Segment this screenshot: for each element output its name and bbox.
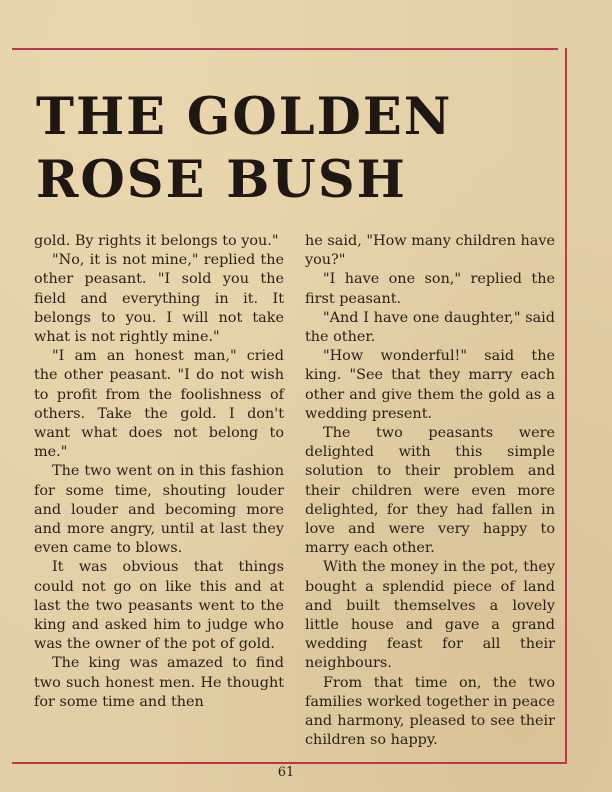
paragraph: "No, it is not mine," replied the other peasant. "I sold you the field and everything in it. It belongs to you. I will not take what is not rightly mine.": [34, 252, 284, 346]
paragraph: "How wonderful!" said the king. "See that they marry each other and give them the gold as a wedding present.: [305, 348, 555, 422]
paragraph: "I have one son," replied the first peasant.: [305, 271, 555, 307]
red-border-top: [12, 48, 558, 50]
paragraph: "And I have one daughter," said the other.: [305, 309, 555, 346]
paragraph: The two went on in this fashion for some time, shouting louder and louder and becoming more and more angry, until at last they even came to blows.: [34, 463, 284, 557]
paragraph: The king was amazed to find two such honest men. He thought for some time and then: [34, 655, 284, 710]
story-title-line-1: THE GOLDEN: [36, 87, 453, 147]
right-text-column: [305, 232, 555, 750]
paragraph: he said, "How many children have you?": [305, 233, 555, 269]
red-border-bottom: [12, 762, 567, 764]
paragraph: "I am an honest man," cried the other peasant. "I do not wish to profit from the foolishness of others. Take the gold. I don't want what does not belong to me.": [34, 348, 284, 461]
story-title-line-2: ROSE BUSH: [36, 150, 407, 210]
page-number: 61: [277, 765, 295, 780]
paragraph: The two peasants were delighted with this simple solution to their problem and their children were even more delighted, for they had fallen in love and were very happy to marry each other.: [305, 425, 555, 557]
red-border-right: [565, 48, 567, 762]
paragraph: With the money in the pot, they bought a splendid piece of land and built themselves a lovely little house and gave a grand wedding feast for all their neighbours.: [305, 559, 555, 672]
paragraph: It was obvious that things could not go on like this and at last the two peasants went to the king and asked him to judge who was the owner of the pot of gold.: [34, 559, 284, 653]
left-text-column: [34, 232, 284, 712]
story-title: [36, 86, 452, 212]
paragraph: gold. By rights it belongs to you.": [34, 233, 279, 249]
paragraph: From that time on, the two families worked together in peace and harmony, pleased to see their children so happy.: [305, 674, 555, 749]
